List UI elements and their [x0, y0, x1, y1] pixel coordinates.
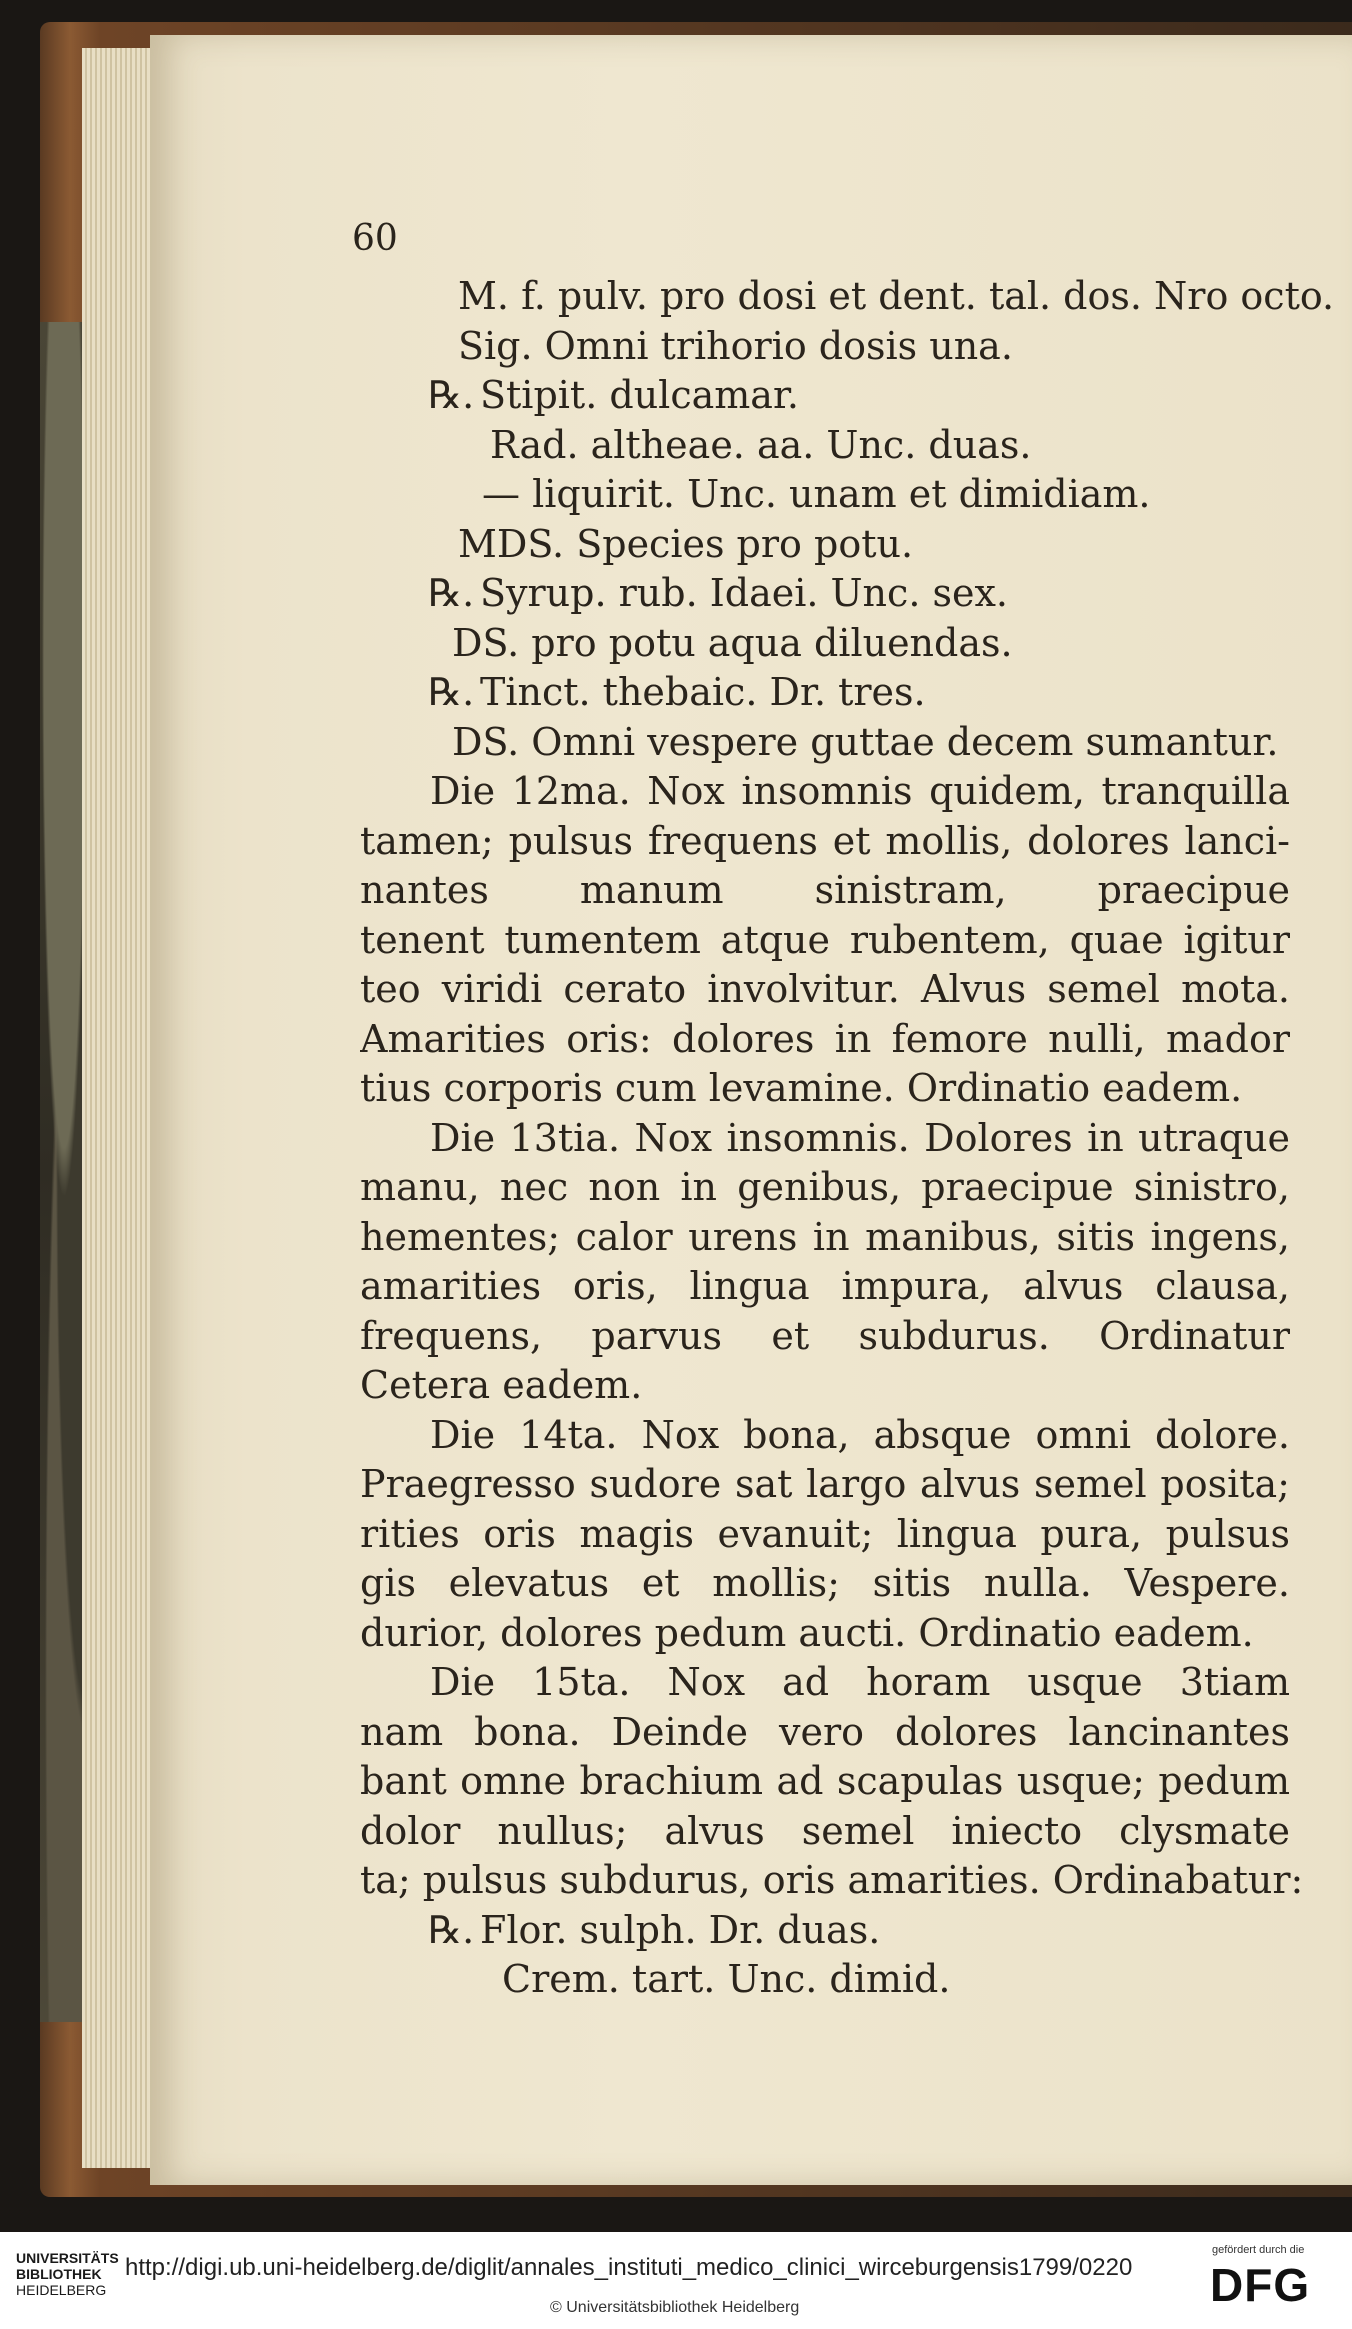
- text-line: nantes manum sinistram, praecipue: [360, 868, 1290, 912]
- text-line: Die 12ma. Nox insomnis quidem, tranquilla: [430, 769, 1290, 813]
- text-line: amarities oris, lingua impura, alvus clausa,: [360, 1264, 1290, 1308]
- text-line: tamen; pulsus frequens et mollis, dolores lanci-: [360, 818, 1290, 863]
- recipe-symbol: ℞.: [428, 1907, 475, 1952]
- recipe-text: M. f. pulv. pro dosi et dent. tal. dos. Nro octo.: [458, 274, 1335, 318]
- recipe-text: MDS. Species pro potu.: [458, 521, 914, 566]
- copyright-text: © Universitätsbibliothek Heidelberg: [550, 2299, 800, 2316]
- recipe-line: [360, 520, 1290, 570]
- text-line: teo viridi cerato involvitur. Alvus semel mota.: [360, 967, 1290, 1011]
- paragraph: [360, 1114, 1290, 1411]
- recipe-text: Syrup. rub. Idaei. Unc. sex.: [480, 571, 1008, 615]
- library-line-1: UNIVERSITÄTS: [16, 2250, 119, 2266]
- recipe-text: Crem. tart. Unc. dimid.: [502, 1957, 951, 2001]
- recipe-symbol: ℞.: [428, 670, 475, 714]
- recipe-line: [360, 1955, 1290, 2005]
- recipe-text: — liquirit. Unc. unam et dimidiam.: [482, 472, 1151, 516]
- recipe-line: [360, 718, 1290, 768]
- text-line: tenent tumentem atque rubentem, quae igitur: [360, 917, 1290, 962]
- text-line: dolor nullus; alvus semel iniecto clysmate: [360, 1808, 1290, 1853]
- recipe-block-1: [360, 272, 1335, 767]
- page-text: [360, 200, 1335, 2005]
- paragraph: [360, 767, 1290, 1114]
- recipe-text: Rad. altheae. aa. Unc. duas.: [490, 422, 1032, 467]
- dfg-logo: DFG: [1210, 2259, 1311, 2311]
- recipe-text: Sig. Omni trihorio dosis una.: [458, 323, 1013, 368]
- text-line: tius corporis cum levamine. Ordinatio eadem.: [360, 1066, 1243, 1110]
- library-line-2: BIBLIOTHEK: [16, 2266, 102, 2282]
- text-line: Die 13tia. Nox insomnis. Dolores in utraque: [430, 1115, 1290, 1160]
- text-line: hementes; calor urens in manibus, sitis ingens,: [360, 1214, 1290, 1259]
- text-line: durior, dolores pedum aucti. Ordinatio eadem.: [360, 1610, 1254, 1655]
- recipe-text: Stipit. dulcamar.: [480, 373, 800, 417]
- recipe-line: [360, 569, 1290, 619]
- library-name: [16, 2250, 119, 2298]
- paragraph: [360, 1658, 1304, 1906]
- paragraphs: [360, 767, 1304, 1906]
- text-line: Die 14ta. Nox bona, absque omni dolore.: [430, 1412, 1290, 1457]
- library-line-3: HEIDELBERG: [16, 2282, 107, 2298]
- text-line: bant omne brachium ad scapulas usque; pedum: [360, 1759, 1290, 1803]
- recipe-text: Flor. sulph. Dr. duas.: [480, 1907, 881, 1952]
- recipe-text: Tinct. thebaic. Dr. tres.: [480, 670, 926, 714]
- recipe-line: [360, 668, 1290, 718]
- recipe-line: [360, 470, 1290, 520]
- text-line: Die 15ta. Nox ad horam usque 3tiam: [430, 1660, 1290, 1704]
- text-line: ta; pulsus subdurus, oris amarities. Ordinabatur:: [360, 1858, 1304, 1902]
- recipe-line: [360, 1906, 1290, 1956]
- text-line: nam bona. Deinde vero dolores lancinantes: [360, 1709, 1290, 1754]
- permalink-url[interactable]: http://digi.ub.uni-heidelberg.de/diglit/annales_instituti_medico_clinici_wirceburgensis1799/0220: [125, 2254, 1133, 2281]
- funder-caption: gefördert durch die: [1212, 2244, 1305, 2256]
- text-line: frequens, parvus et subdurus. Ordinatur: [360, 1313, 1290, 1358]
- recipe-line: [360, 421, 1290, 471]
- recipe-symbol: ℞.: [428, 571, 475, 615]
- recipe-line: [360, 619, 1290, 669]
- text-line: Praegresso sudore sat largo alvus semel posita;: [360, 1462, 1290, 1506]
- recipe-block-2: [360, 1906, 1290, 2005]
- text-line: gis elevatus et mollis; sitis nulla. Vespere.: [360, 1561, 1290, 1605]
- footer-bar: [0, 2232, 1352, 2329]
- recipe-line: [360, 322, 1290, 372]
- text-line: Amarities oris: dolores in femore nulli, mador: [360, 1016, 1290, 1061]
- text-line: Cetera eadem.: [360, 1363, 643, 1407]
- recipe-line: [360, 272, 1335, 322]
- recipe-text: DS. Omni vespere guttae decem sumantur.: [452, 719, 1279, 764]
- page-number: 60: [352, 218, 398, 259]
- recipe-text: DS. pro potu aqua diluendas.: [452, 620, 1013, 665]
- recipe-symbol: ℞.: [428, 373, 475, 417]
- text-line: rities oris magis evanuit; lingua pura, pulsus: [360, 1511, 1290, 1556]
- text-line: manu, nec non in genibus, praecipue sinistro,: [360, 1165, 1290, 1209]
- recipe-line: [360, 371, 1290, 421]
- paragraph: [360, 1411, 1290, 1659]
